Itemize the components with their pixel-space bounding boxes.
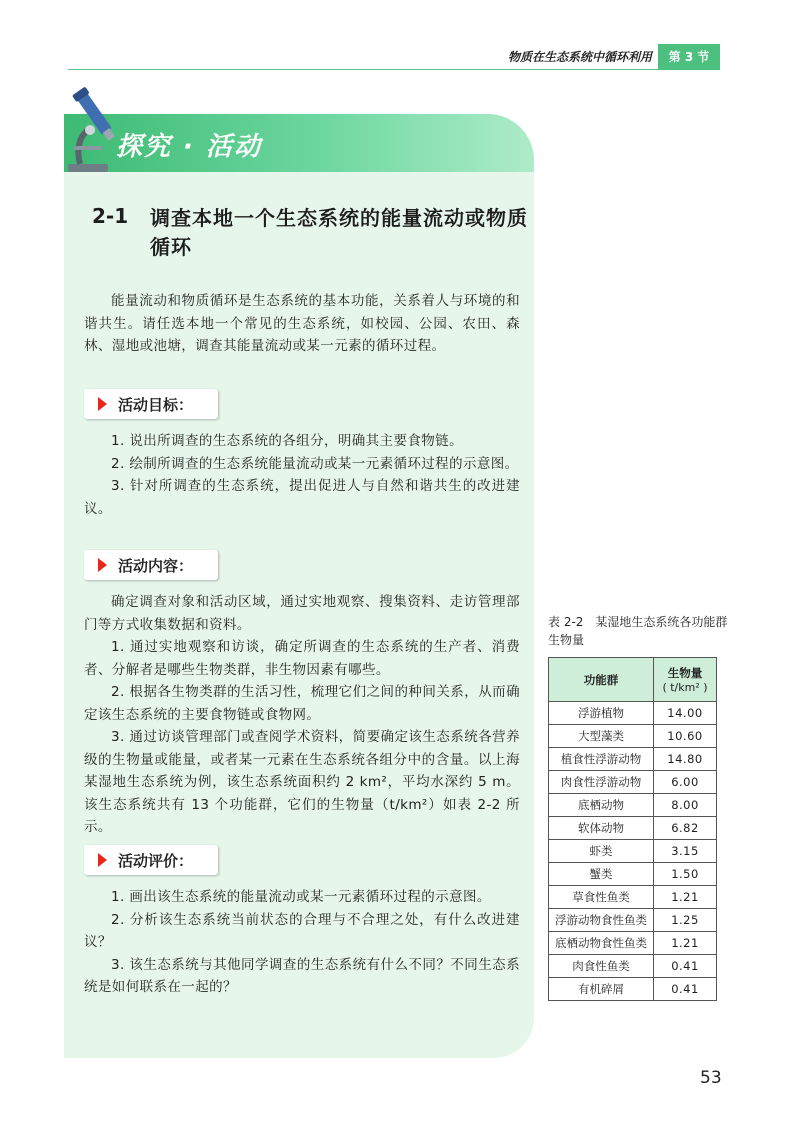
page-number: 53 (700, 1068, 722, 1088)
column-header-value (654, 658, 717, 702)
table-row (549, 863, 717, 886)
column-header-group: 功能群 (549, 658, 654, 702)
table-row (549, 702, 717, 725)
content-item: 1. 通过实地观察和访谈，确定所调查的生态系统的生产者、消费者、分解者是哪些生物类群，非生物因素有哪些。 (84, 639, 520, 678)
microscope-icon (60, 80, 130, 180)
activity-number: 2-1 (92, 204, 129, 228)
table-row (549, 794, 717, 817)
running-header (0, 44, 800, 70)
evaluation-list (84, 886, 520, 999)
triangle-bullet-icon (98, 853, 107, 867)
cell-group: 蟹类 (549, 863, 654, 886)
running-title: 物质在生态系统中循环利用 (507, 50, 652, 64)
goal-item: 3. 针对所调查的生态系统，提出促进人与自然和谐共生的改进建议。 (84, 478, 520, 517)
cell-group: 底栖动物 (549, 794, 654, 817)
table-body (549, 702, 717, 1001)
cell-value: 14.80 (654, 748, 717, 771)
evaluation-heading (84, 845, 218, 875)
cell-group: 浮游动物食性鱼类 (549, 909, 654, 932)
cell-value: 10.60 (654, 725, 717, 748)
goals-heading (84, 389, 218, 419)
table-row (549, 817, 717, 840)
intro-text: 能量流动和物质循环是生态系统的基本功能，关系着人与环境的和谐共生。请任选本地一个常见的生态系统，如校园、公园、农田、森林、湿地或池塘，调查其能量流动或某一元素的循环过程。 (84, 293, 520, 354)
goals-heading-label: 活动目标： (118, 396, 194, 414)
goal-item: 2. 绘制所调查的生态系统能量流动或某一元素循环过程的示意图。 (111, 455, 519, 472)
cell-value: 1.25 (654, 909, 717, 932)
cell-group: 肉食性浮游动物 (549, 771, 654, 794)
evaluation-item: 2. 分析该生态系统当前状态的合理与不合理之处，有什么改进建议？ (84, 911, 520, 950)
table-row (549, 748, 717, 771)
cell-group: 有机碎屑 (549, 978, 654, 1001)
intro-paragraph (84, 290, 520, 358)
cell-group: 草食性鱼类 (549, 886, 654, 909)
column-header-unit: ( t/km² ) (662, 681, 708, 694)
cell-group: 底栖动物食性鱼类 (549, 932, 654, 955)
table-row (549, 725, 717, 748)
cell-value: 0.41 (654, 955, 717, 978)
table-row (549, 886, 717, 909)
cell-group: 虾类 (549, 840, 654, 863)
triangle-bullet-icon (98, 397, 107, 411)
content-item: 确定调查对象和活动区域，通过实地观察、搜集资料、走访管理部门等方式收集数据和资料。 (84, 594, 520, 633)
table-row (549, 909, 717, 932)
cell-value: 1.50 (654, 863, 717, 886)
biomass-table (548, 657, 717, 1001)
table-caption: 表 2-2 某湿地生态系统各功能群生物量 (548, 615, 728, 647)
cell-group: 大型藻类 (549, 725, 654, 748)
cell-value: 8.00 (654, 794, 717, 817)
cell-group: 肉食性鱼类 (549, 955, 654, 978)
table-row (549, 978, 717, 1001)
header-rule (68, 69, 716, 70)
evaluation-item: 1. 画出该生态系统的能量流动或某一元素循环过程的示意图。 (111, 889, 491, 905)
cell-group: 软体动物 (549, 817, 654, 840)
table-row (549, 771, 717, 794)
goals-list (84, 430, 520, 520)
cell-value: 14.00 (654, 702, 717, 725)
triangle-bullet-icon (98, 558, 107, 572)
content-list (84, 591, 520, 839)
content-heading (84, 550, 218, 580)
cell-group: 浮游植物 (549, 702, 654, 725)
activity-banner (64, 114, 534, 172)
cell-value: 1.21 (654, 932, 717, 955)
evaluation-item: 3. 该生态系统与其他同学调查的生态系统有什么不同？不同生态系统是如何联系在一起的？ (84, 956, 520, 995)
table-row (549, 840, 717, 863)
goal-item: 1. 说出所调查的生态系统的各组分，明确其主要食物链。 (111, 433, 463, 449)
cell-value: 6.82 (654, 817, 717, 840)
content-item: 2. 根据各生物类群的生活习性，梳理它们之间的种间关系，从而确定该生态系统的主要食物链或食物网。 (84, 684, 520, 723)
column-header-value-label: 生物量 (667, 666, 703, 680)
cell-value: 1.21 (654, 886, 717, 909)
banner-title: 探究 · 活动 (116, 132, 262, 162)
evaluation-heading-label: 活动评价： (118, 852, 194, 870)
cell-value: 6.00 (654, 771, 717, 794)
cell-value: 0.41 (654, 978, 717, 1001)
table-row (549, 955, 717, 978)
cell-value: 3.15 (654, 840, 717, 863)
content-heading-label: 活动内容： (118, 557, 194, 575)
table-row (549, 932, 717, 955)
cell-group: 植食性浮游动物 (549, 748, 654, 771)
section-badge: 第 3 节 (658, 44, 720, 70)
content-item: 3. 通过访谈管理部门或查阅学术资料，简要确定该生态系统各营养级的生物量或能量，或者某一元素在生态系统各组分中的含量。以上海某湿地生态系统为例，该生态系统面积约 2 km²，平均水深约 5 m。该生态系统共有 13 个功能群，它们的生物量（t/km²）如表 2-2 所示。 (84, 729, 520, 835)
activity-title: 调查本地一个生态系统的能量流动或物质循环 (150, 206, 528, 259)
